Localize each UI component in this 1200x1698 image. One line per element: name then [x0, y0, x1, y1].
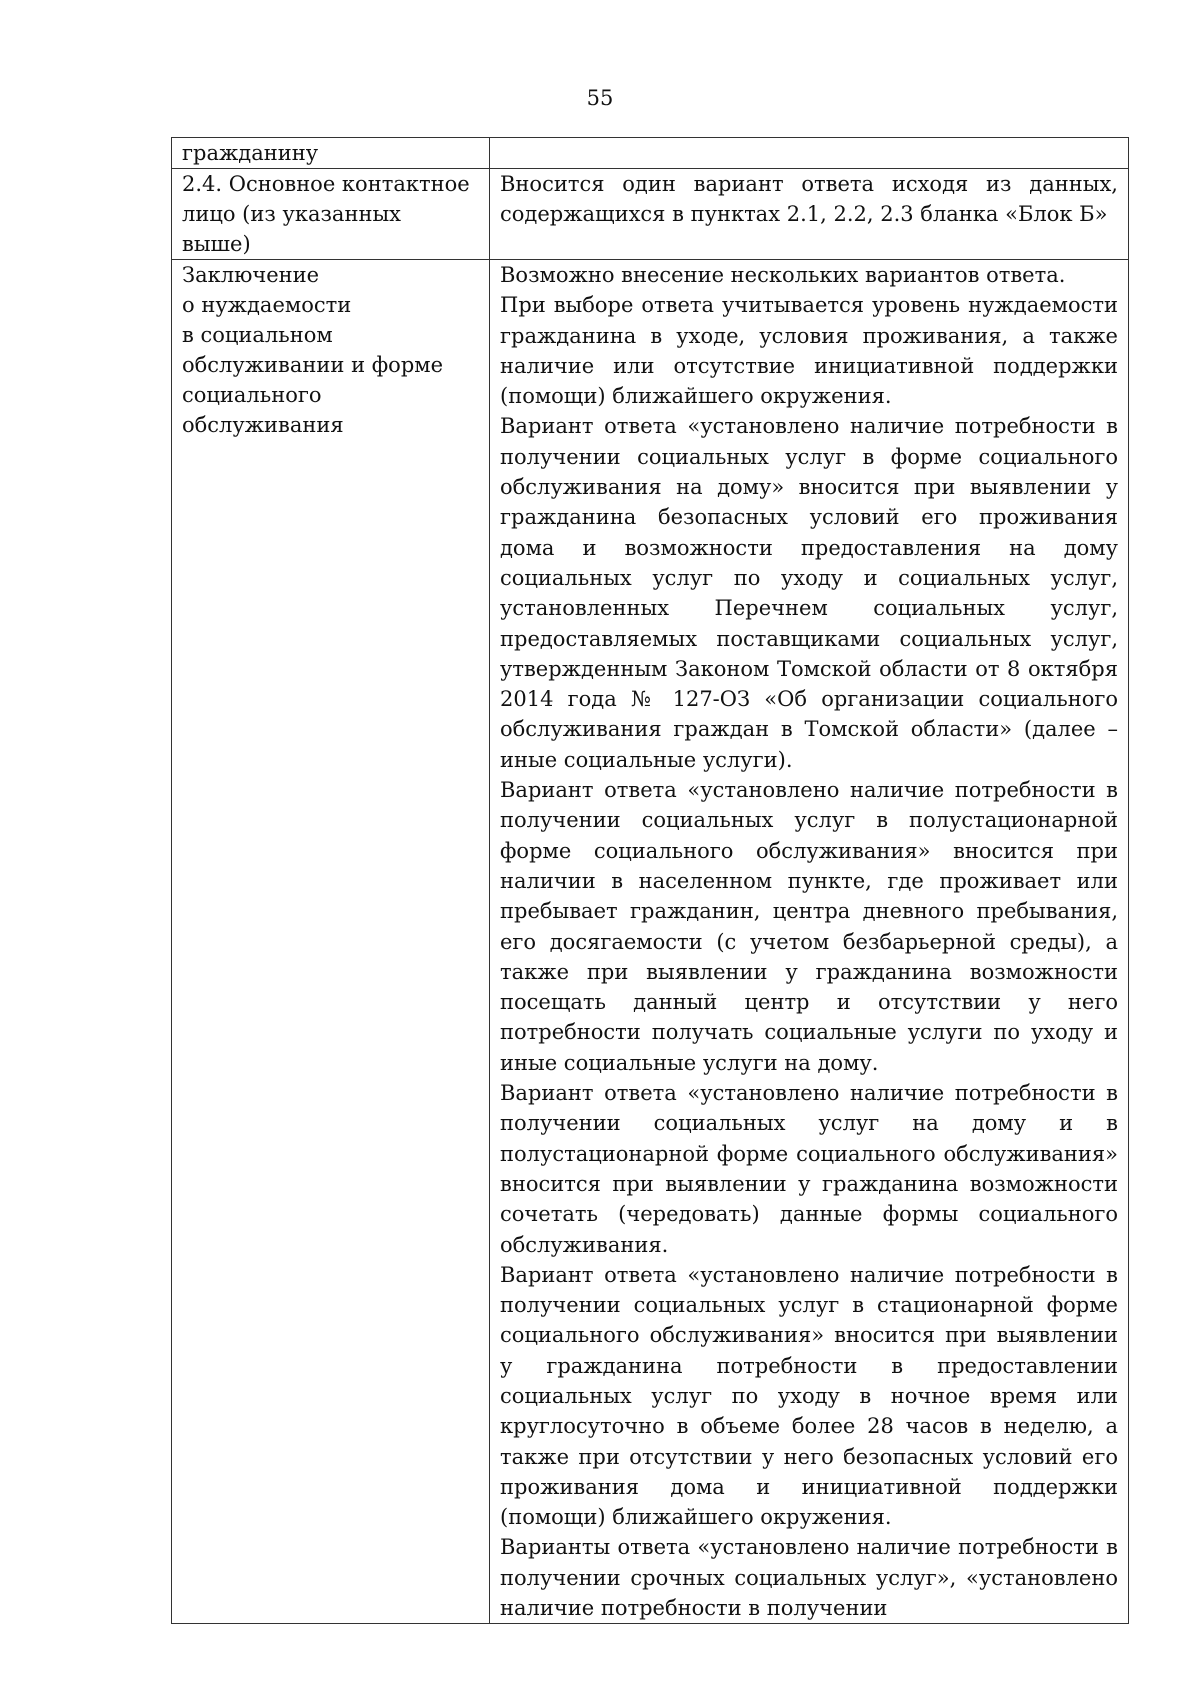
row2-left-text: [182, 169, 479, 259]
row3-left-line: социального: [182, 383, 322, 407]
row3-left-line: обслуживания: [182, 413, 344, 437]
table-cell-left: [172, 169, 490, 260]
row2-right-text: Вносится один вариант ответа исходя из данных, содержащихся в пунктах 2.1, 2.2, 2.3 бланка «Блок Б»: [500, 172, 1118, 227]
row3-left-line: Заключение: [182, 263, 320, 287]
row3-left-line: в социальном: [182, 323, 333, 347]
paragraph: При выборе ответа учитывается уровень нуждаемости гражданина в уходе, условия проживания, а также наличие или отсутствие инициативной поддержки (помощи) ближайшего окружения.: [500, 293, 1118, 409]
paragraph: Вариант ответа «установлено наличие потребности в получении социальных услуг на дому и в полустационарной форме социального обслуживания» вносится при выявлении у гражданина возможности сочетать (чередовать) данные формы социального обслуживания.: [500, 1081, 1118, 1257]
row3-left-line: обслуживании и форме: [182, 353, 444, 377]
table-cell-right: [490, 138, 1129, 169]
row3-right-text: [500, 260, 1118, 1623]
row1-left-text: гражданину: [182, 141, 319, 165]
paragraph: Возможно внесение нескольких вариантов ответа.: [500, 263, 1066, 287]
page-number: 55: [586, 86, 614, 110]
paragraph: Варианты ответа «установлено наличие потребности в получении срочных социальных услуг», «установлено наличие потребности в получении: [500, 1535, 1118, 1621]
table-row: [172, 169, 1129, 260]
document-table: [171, 137, 1129, 1624]
table-cell-right: [490, 260, 1129, 1624]
paragraph: Вариант ответа «установлено наличие потребности в получении социальных услуг в форме социального обслуживания на дому» вносится при выявлении у гражданина безопасных условий его проживания дома и возможности предоставления на дому социальных услуг по уходу и социальных услуг, установленных Перечнем социальных услуг, предоставляемых поставщиками социальных услуг, утвержденным Законом Томской области от 8 октября 2014 года № 127-ОЗ «Об организации социального обслуживания граждан в Томской области» (далее – иные социальные услуги).: [500, 414, 1118, 772]
paragraph: Вариант ответа «установлено наличие потребности в получении социальных услуг в полустационарной форме социального обслуживания» вносится при наличии в населенном пункте, где проживает или пребывает гражданин, центра дневного пребывания, его досягаемости (с учетом безбарьерной среды), а также при выявлении у гражданина возможности посещать данный центр и отсутствии у него потребности получать социальные услуги по уходу и иные социальные услуги на дому.: [500, 778, 1118, 1075]
row3-left-line: о нуждаемости: [182, 293, 352, 317]
table-cell-left: [172, 260, 490, 1624]
row3-left-text: [182, 260, 479, 440]
paragraph: Вариант ответа «установлено наличие потребности в получении социальных услуг в стационарной форме социального обслуживания» вносится при выявлении у гражданина потребности в предоставлении социальных услуг по уходу в ночное время или круглосуточно в объеме более 28 часов в неделю, а также при отсутствии у него безопасных условий его проживания дома и инициативной поддержки (помощи) ближайшего окружения.: [500, 1262, 1118, 1530]
table-cell-left: [172, 138, 490, 169]
row2-left-line: 2.4. Основное контактное: [182, 172, 470, 196]
table-cell-right: [490, 169, 1129, 260]
row2-left-line: выше): [182, 232, 251, 256]
table-row: [172, 260, 1129, 1624]
row2-left-line: лицо (из указанных: [182, 202, 402, 226]
table-row: [172, 138, 1129, 169]
